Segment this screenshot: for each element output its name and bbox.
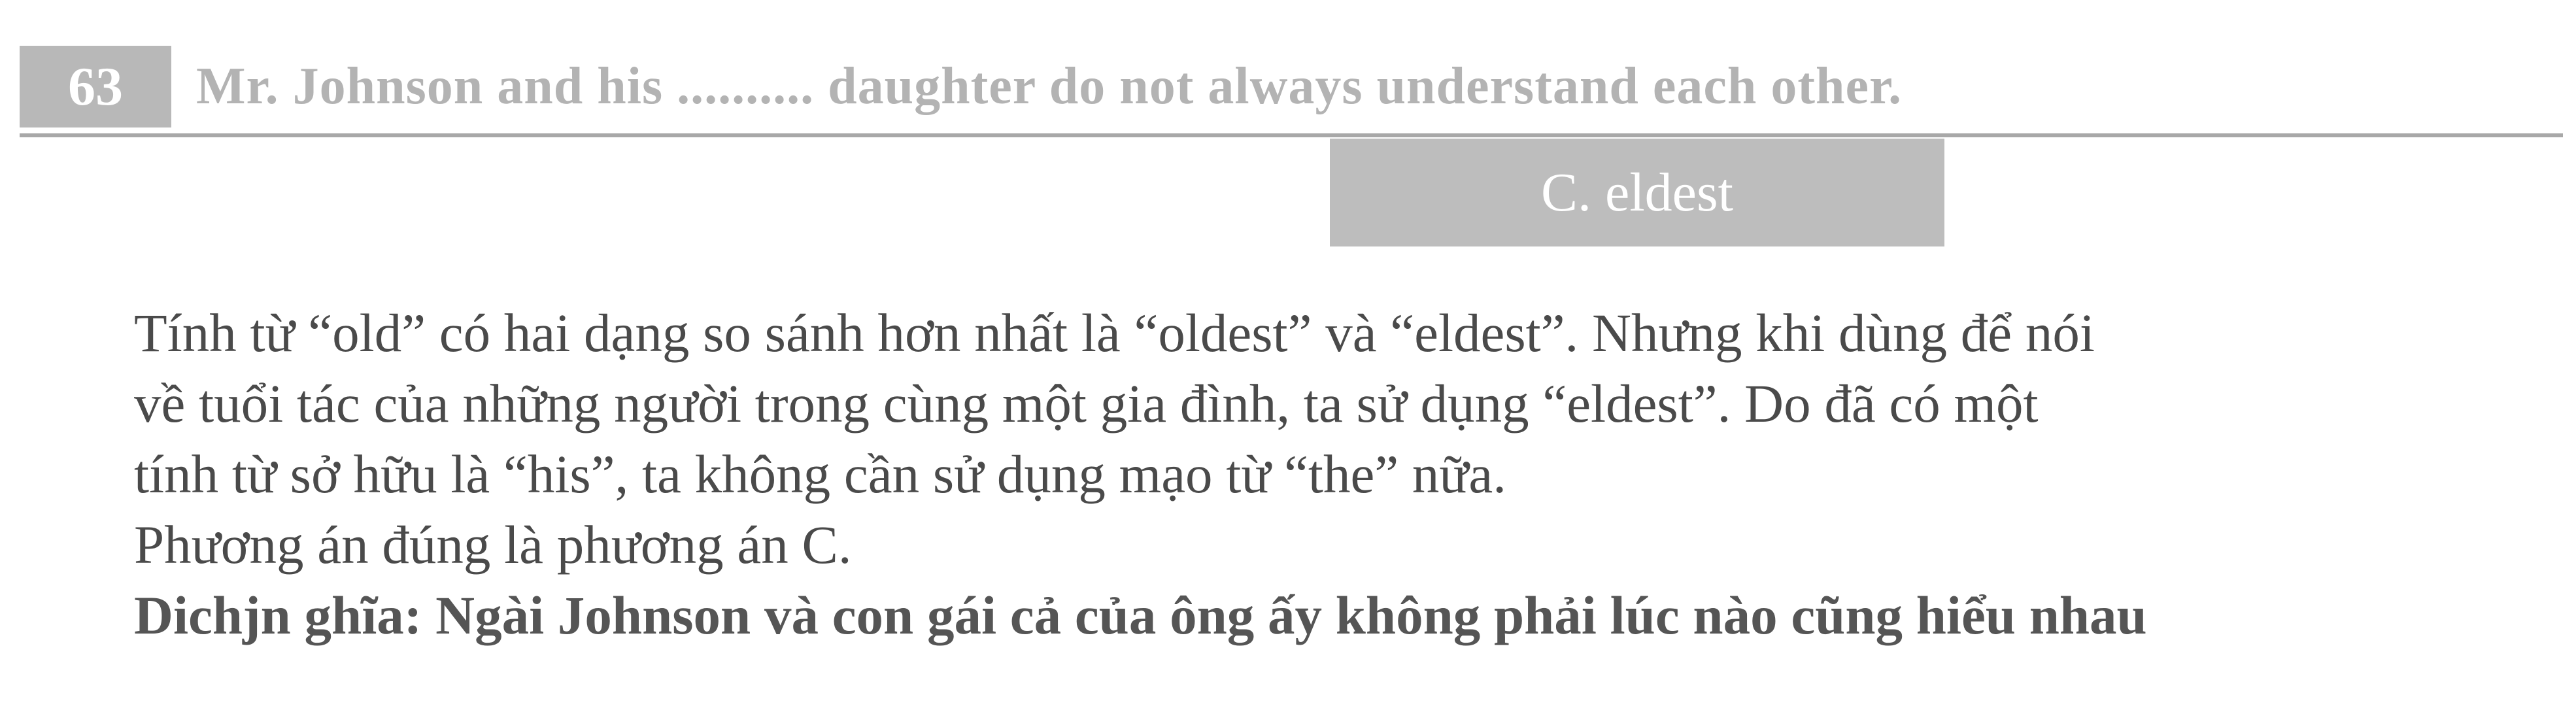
- question-header: [20, 46, 2563, 137]
- translation-line: Dichjn ghĩa: Ngài Johnson và con gái cả của ông ấy không phải lúc nào cũng hiểu nhau: [134, 585, 2147, 645]
- header-divider: [20, 133, 2563, 137]
- explanation-line: về tuổi tác của những người trong cùng một gia đình, ta sử dụng “eldest”. Do đã có một: [134, 373, 2039, 433]
- question-number-badge: 63: [20, 46, 171, 127]
- explanation-line: tính từ sở hữu là “his”, ta không cần sử dụng mạo từ “the” nữa.: [134, 444, 1506, 504]
- answer-badge: C. eldest: [1330, 139, 1944, 246]
- question-text: Mr. Johnson and his .......... daughter do not always understand each other.: [196, 58, 1903, 115]
- explanation-line: Tính từ “old” có hai dạng so sánh hơn nhất là “oldest” và “eldest”. Nhưng khi dùng để nói: [134, 303, 2095, 363]
- explanation-block: [134, 297, 2566, 651]
- explanation-line: Phương án đúng là phương án C.: [134, 515, 852, 575]
